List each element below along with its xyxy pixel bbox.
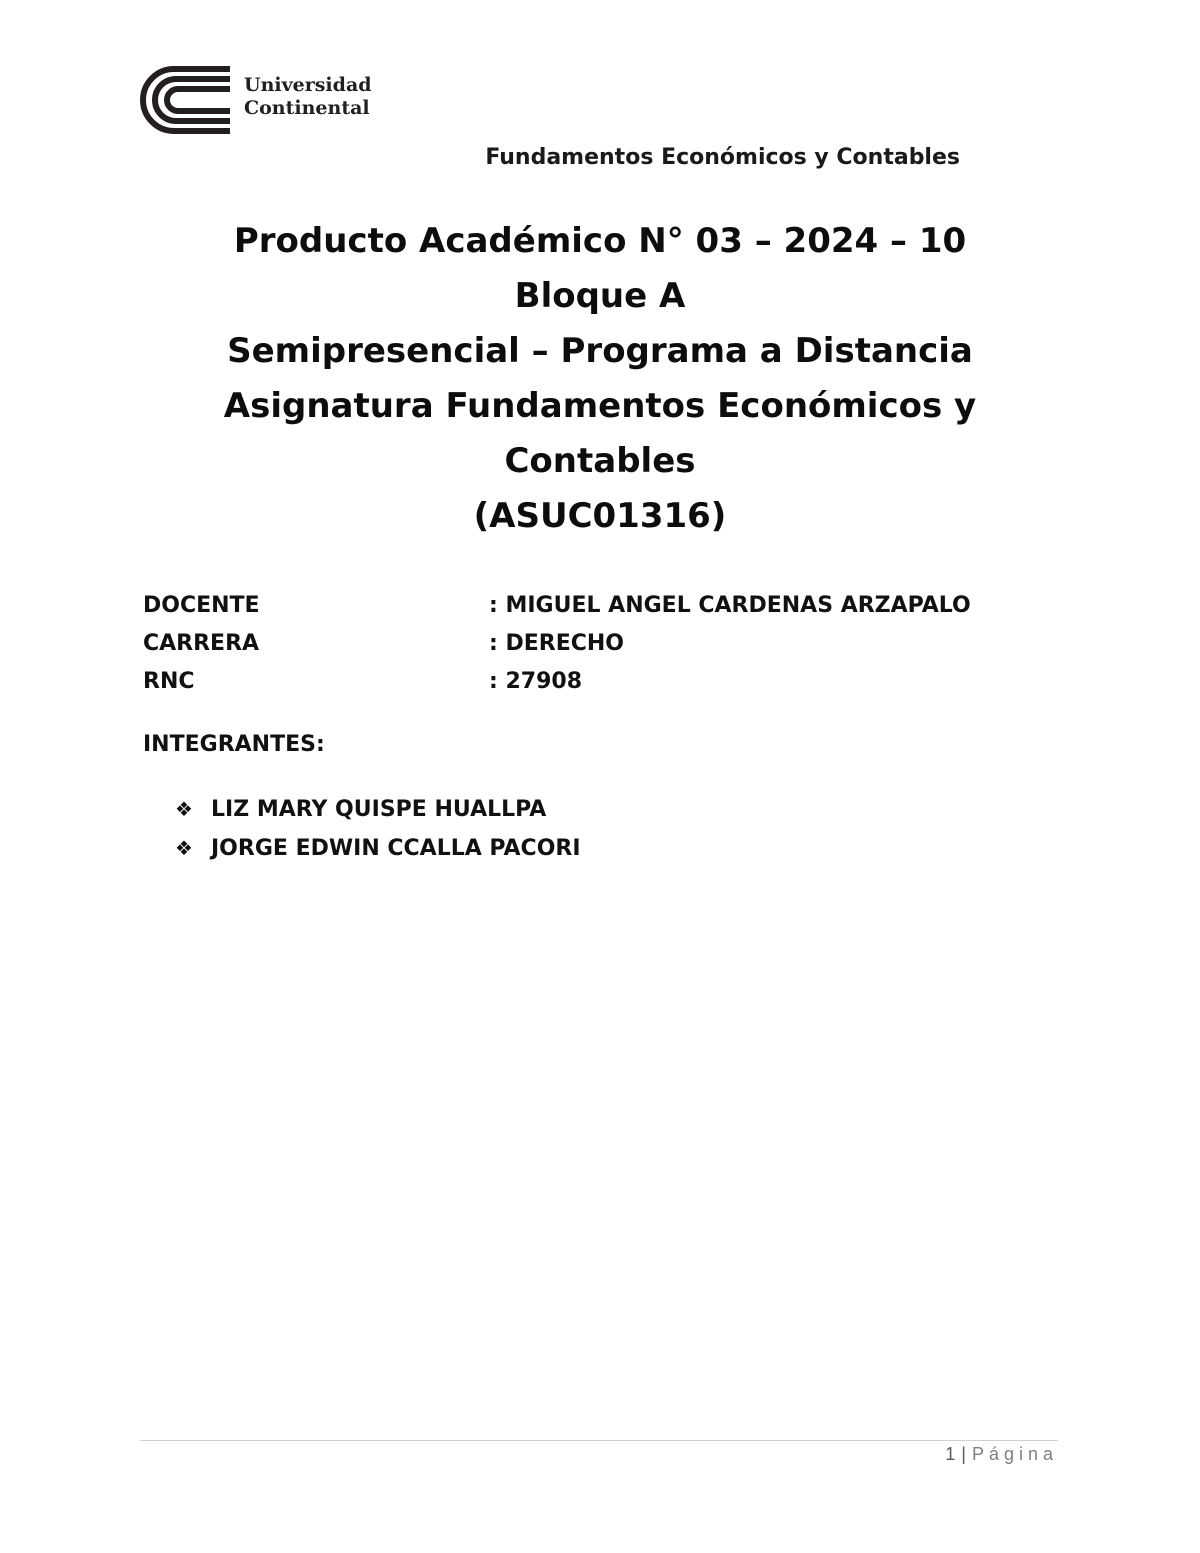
diamond-bullet-icon: ❖: [175, 797, 193, 821]
rnc-label: RNC: [143, 669, 195, 694]
logo-line-2: Continental: [244, 97, 370, 119]
page-number: 1: [945, 1444, 956, 1464]
title-line-1: Producto Académico N° 03 – 2024 – 10: [233, 221, 967, 261]
member-name: LIZ MARY QUISPE HUALLPA: [211, 797, 547, 822]
page-footer: [945, 1444, 1058, 1465]
rnc-value: : 27908: [489, 669, 582, 694]
logo-line-1: Universidad: [244, 74, 372, 96]
carrera-label: CARRERA: [143, 631, 260, 656]
diamond-bullet-icon: ❖: [175, 836, 193, 860]
info-row-rnc: [143, 663, 971, 701]
document-title: [140, 214, 1060, 544]
university-logo-text: [244, 74, 372, 120]
title-line-6: (ASUC01316): [473, 496, 727, 536]
members-list: [175, 790, 581, 868]
title-line-2: Bloque A: [514, 276, 686, 316]
list-item: [175, 829, 581, 868]
members-heading: INTEGRANTES:: [143, 732, 325, 757]
docente-value: : MIGUEL ANGEL CARDENAS ARZAPALO: [489, 593, 971, 618]
carrera-value: : DERECHO: [489, 631, 624, 656]
info-row-docente: [143, 587, 971, 625]
footer-divider: [140, 1440, 1058, 1441]
footer-separator: |: [961, 1444, 966, 1464]
info-row-carrera: [143, 625, 971, 663]
title-line-3: Semipresencial – Programa a Distancia: [227, 331, 973, 371]
header-subject: Fundamentos Económicos y Contables: [485, 145, 960, 170]
member-name: JORGE EDWIN CCALLA PACORI: [211, 836, 581, 861]
list-item: [175, 790, 581, 829]
university-logo-mark-icon: [140, 66, 232, 134]
docente-label: DOCENTE: [143, 593, 260, 618]
title-line-4: Asignatura Fundamentos Económicos y: [223, 386, 977, 426]
university-logo: [140, 66, 400, 138]
title-line-5: Contables: [504, 441, 696, 481]
course-info: [143, 587, 971, 701]
page-word: Página: [971, 1444, 1058, 1464]
